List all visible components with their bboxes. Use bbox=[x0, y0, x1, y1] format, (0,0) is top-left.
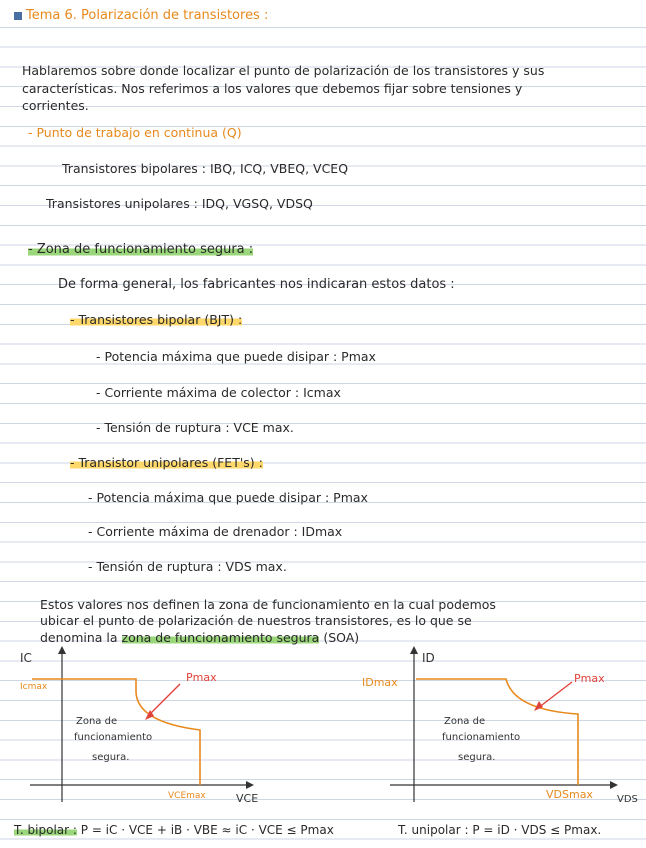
fet-zone-3: segura. bbox=[458, 752, 496, 763]
fet-item-pmax: - Potencia máxima que puede disipar : Pmax bbox=[88, 490, 368, 505]
fet-vdsmax-label: VDSmax bbox=[546, 788, 593, 801]
fet-x-arrow-icon bbox=[610, 781, 618, 789]
bipolares-params: Transistores bipolares : IBQ, ICQ, VBEQ, VCEQ bbox=[62, 161, 349, 176]
bjt-soa-graph bbox=[0, 644, 322, 810]
formula-unipolar-label: T. unipolar : bbox=[398, 823, 469, 837]
punto-trabajo-heading: - Punto de trabajo en continua (Q) bbox=[28, 125, 242, 140]
bjt-y-label: IC bbox=[20, 651, 32, 665]
bjt-zone-1: Zona de bbox=[76, 716, 118, 727]
intro-line-3: corrientes. bbox=[22, 98, 89, 113]
formula-unipolar-expr: P = iD · VDS ≤ Pmax. bbox=[472, 823, 602, 837]
bjt-heading: - Transistores bipolar (BJT) : bbox=[70, 312, 243, 327]
zona-heading: - Zona de funcionamiento segura : bbox=[28, 242, 254, 257]
bjt-pmax-arrow bbox=[148, 684, 180, 716]
fet-zone-1: Zona de bbox=[444, 716, 486, 727]
fet-soa-graph bbox=[326, 644, 646, 810]
soa-line-3: denomina la zona de funcionamiento segura (SOA) bbox=[40, 630, 360, 645]
bjt-icmax-label: Icmax bbox=[20, 682, 48, 692]
fet-y-arrow-icon bbox=[410, 646, 418, 654]
formula-bipolar-label: T. bipolar : bbox=[14, 823, 77, 837]
page-title: Tema 6. Polarización de transistores : bbox=[14, 8, 268, 24]
bjt-zone-2: funcionamiento bbox=[74, 732, 153, 743]
zona-intro: De forma general, los fabricantes nos indicaran estos datos : bbox=[58, 277, 455, 292]
bjt-x-label: VCE bbox=[236, 792, 259, 805]
bullet-square-icon bbox=[14, 12, 22, 20]
fet-item-vdsmax: - Tensión de ruptura : VDS max. bbox=[88, 559, 287, 574]
bjt-x-arrow-icon bbox=[246, 781, 254, 789]
bjt-item-icmax: - Corriente máxima de colector : Icmax bbox=[96, 385, 341, 400]
bjt-item-vcemax: - Tensión de ruptura : VCE max. bbox=[96, 420, 294, 435]
intro-line-1: Hablaremos sobre donde localizar el punto de polarización de los transistores y sus bbox=[22, 63, 545, 78]
soa-line-1: Estos valores nos definen la zona de funcionamiento en la cual podemos bbox=[40, 597, 496, 612]
intro-line-2: características. Nos referimos a los valores que debemos fijar sobre tensiones y bbox=[22, 81, 523, 96]
fet-zone-2: funcionamiento bbox=[442, 732, 521, 743]
fet-pmax-arrow bbox=[538, 682, 572, 708]
bjt-zone-3: segura. bbox=[92, 752, 130, 763]
fet-item-idmax: - Corriente máxima de drenador : IDmax bbox=[88, 524, 343, 539]
formula-bipolar-expr: P = iC · VCE + iB · VBE ≈ iC · VCE ≤ Pmax bbox=[80, 823, 334, 837]
soa-line-2: ubicar el punto de polarización de nuestros transistores, es lo que se bbox=[40, 613, 472, 628]
formula-bipolar bbox=[14, 822, 334, 838]
bjt-y-arrow-icon bbox=[58, 646, 66, 654]
bjt-pmax-label: Pmax bbox=[186, 671, 217, 684]
fet-idmax-label: IDmax bbox=[362, 676, 398, 689]
formula-unipolar bbox=[398, 822, 601, 838]
bjt-item-pmax: - Potencia máxima que puede disipar : Pmax bbox=[96, 349, 376, 364]
bjt-vcemax-label: VCEmax bbox=[168, 791, 206, 801]
fet-x-label: VDS bbox=[617, 794, 638, 805]
fet-pmax-label: Pmax bbox=[574, 672, 605, 685]
fet-y-label: ID bbox=[422, 651, 435, 665]
fet-heading: - Transistor unipolares (FET's) : bbox=[70, 455, 263, 470]
unipolares-params: Transistores unipolares : IDQ, VGSQ, VDSQ bbox=[46, 196, 313, 211]
